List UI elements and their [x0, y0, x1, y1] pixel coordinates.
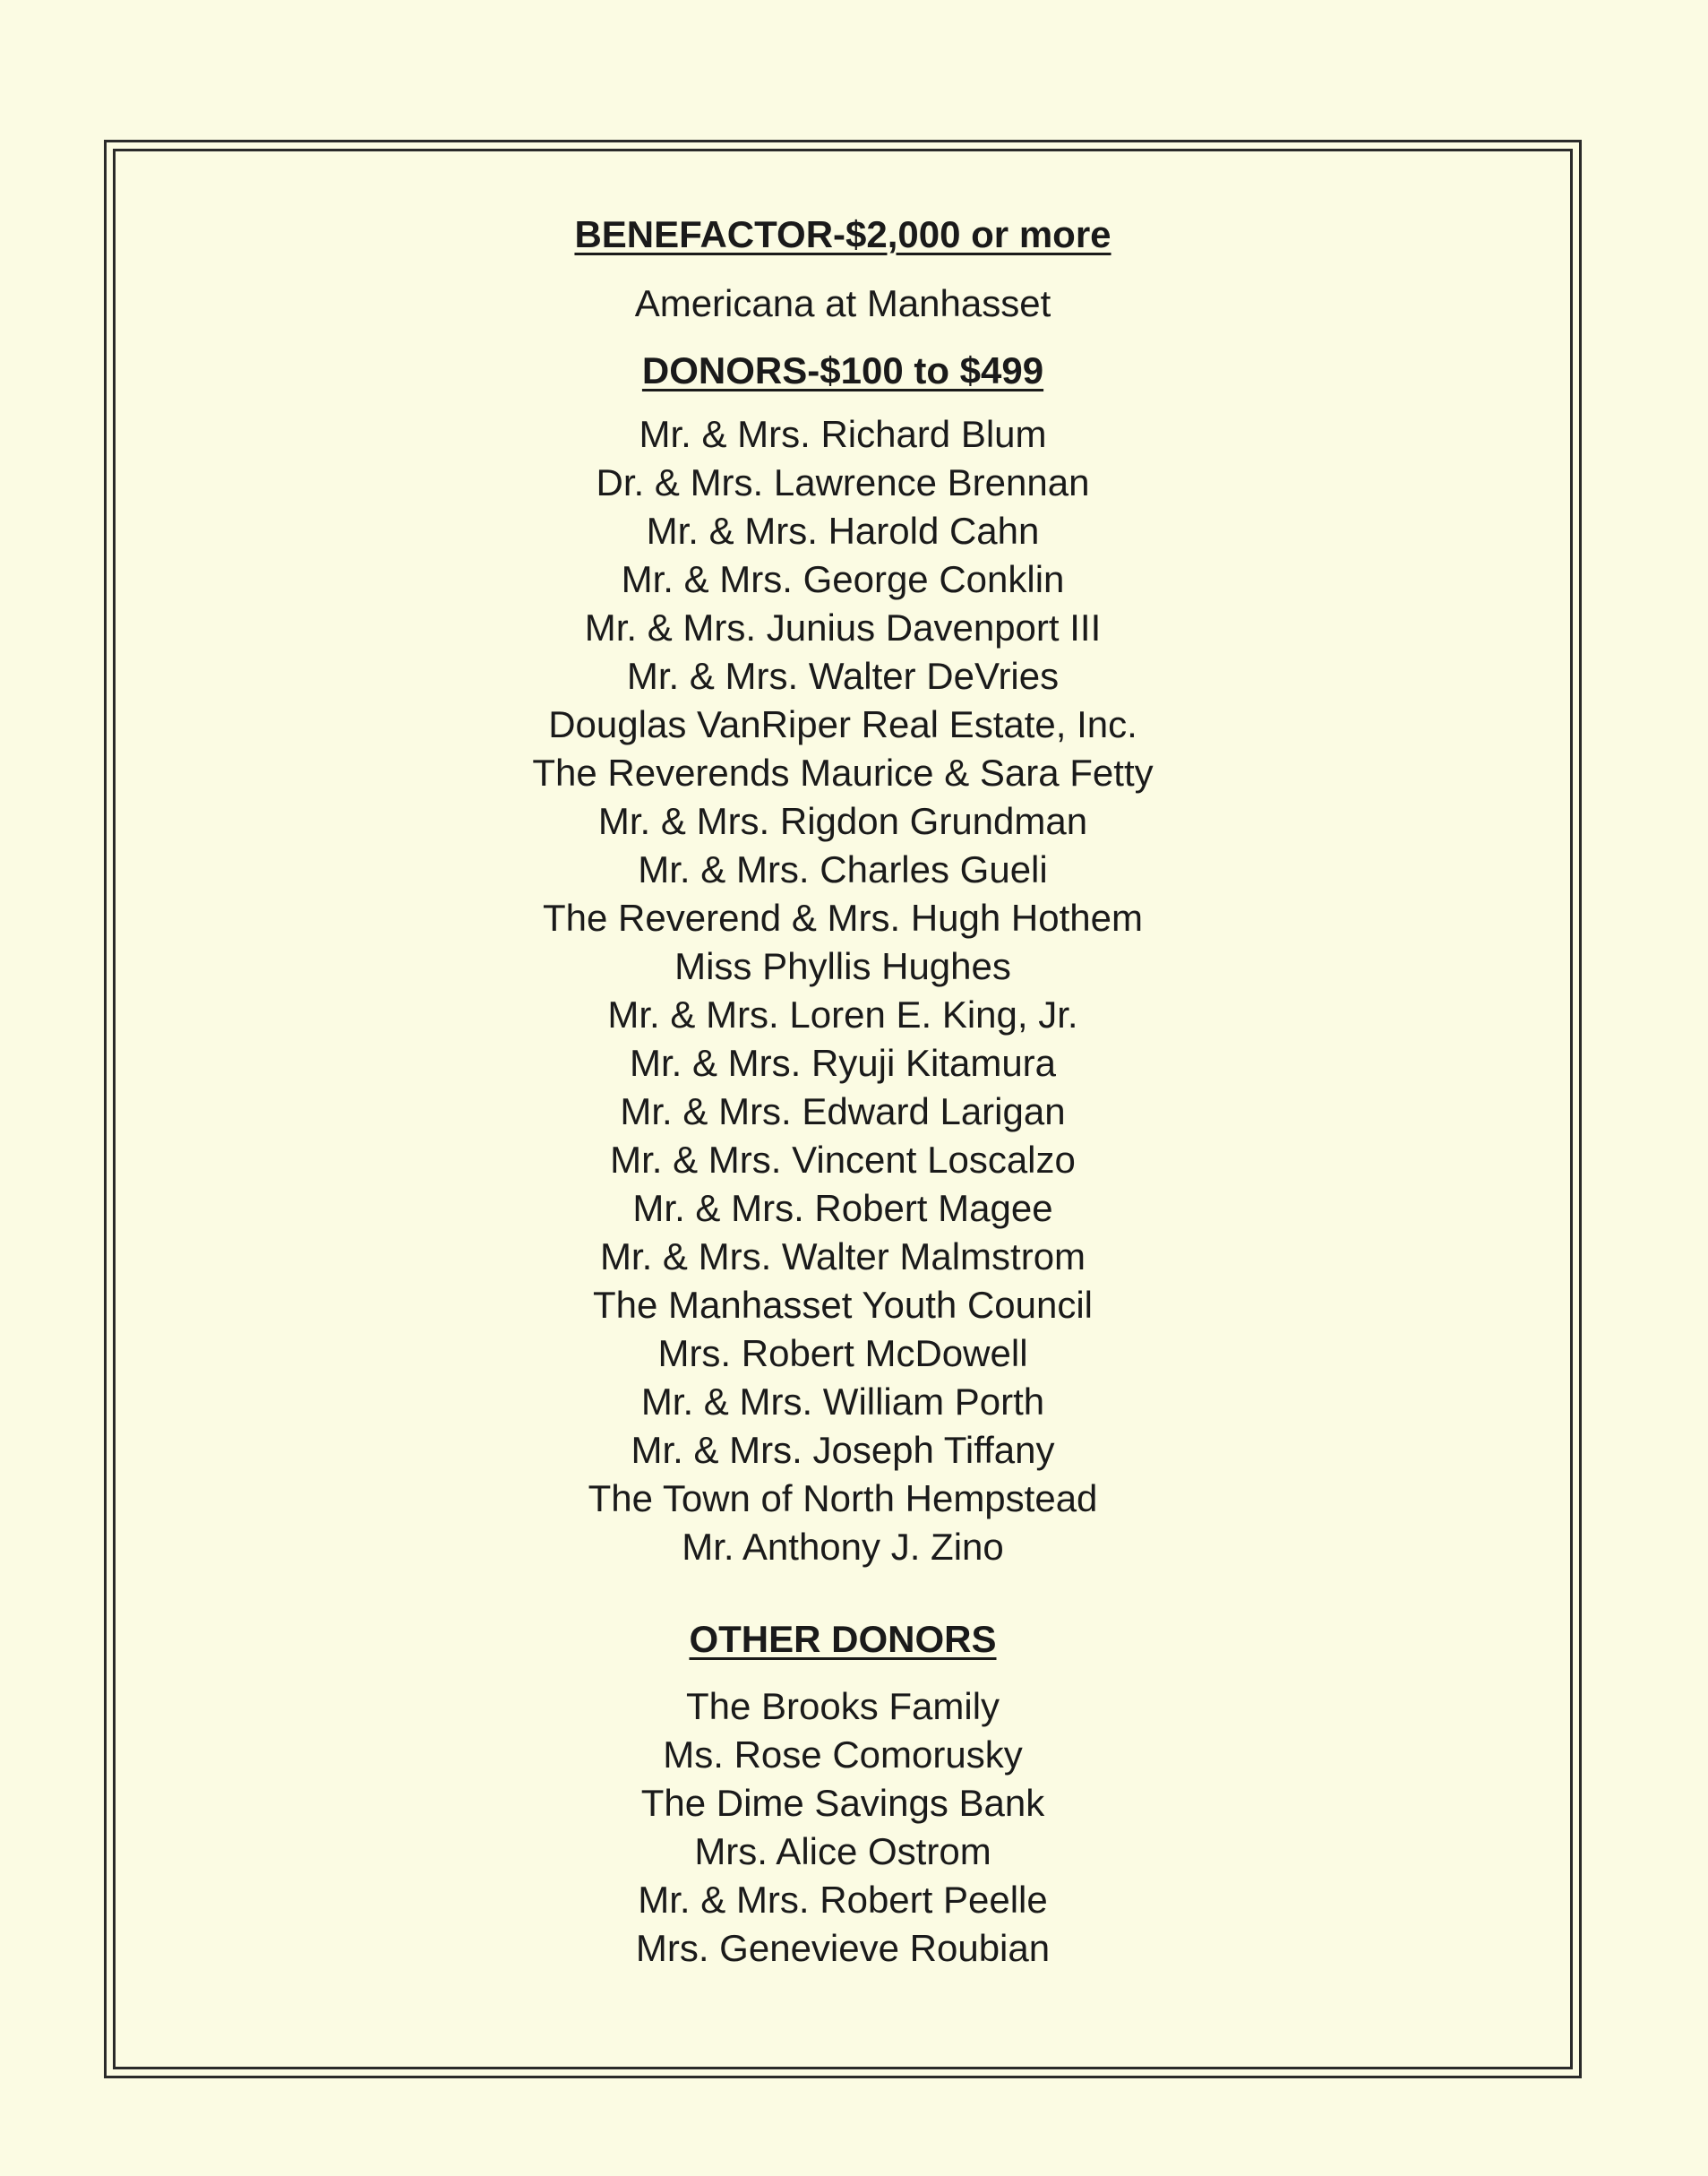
donor-list-page	[113, 149, 1573, 1973]
donor-entry: Douglas VanRiper Real Estate, Inc.	[548, 703, 1137, 745]
donor-entry: Mr. & Mrs. Walter DeVries	[626, 655, 1060, 697]
donor-entry: Mr. & Mrs. Walter Malmstrom	[599, 1235, 1086, 1277]
donor-entry: Mr. & Mrs. Loren E. King, Jr.	[607, 993, 1078, 1036]
benefactor-heading: BENEFACTOR-$2,000 or more	[574, 213, 1111, 255]
donor-entry: The Manhasset Youth Council	[592, 1284, 1094, 1326]
other-donor-entry: Mrs. Alice Ostrom	[694, 1830, 991, 1872]
donor-entry: The Reverends Maurice & Sara Fetty	[532, 752, 1154, 794]
donor-entry: Mr. & Mrs. George Conklin	[621, 558, 1065, 600]
other-donor-entry: Mrs. Genevieve Roubian	[635, 1927, 1051, 1969]
donor-entry: The Reverend & Mrs. Hugh Hothem	[543, 897, 1143, 939]
donor-entry: Mr. & Mrs. Harold Cahn	[646, 510, 1040, 552]
donor-entry: Dr. & Mrs. Lawrence Brennan	[596, 461, 1090, 503]
donor-entry: Mrs. Robert McDowell	[657, 1332, 1028, 1374]
benefactor-entry: Americana at Manhasset	[634, 282, 1051, 324]
other-donor-entry: The Brooks Family	[685, 1685, 1000, 1727]
donor-entry: Mr. & Mrs. William Porth	[640, 1380, 1045, 1423]
donor-entry: The Town of North Hempstead	[588, 1477, 1098, 1519]
donor-entry: Miss Phyllis Hughes	[674, 945, 1011, 987]
benefactor-list	[113, 280, 1573, 328]
donor-entry: Mr. & Mrs. Joseph Tiffany	[631, 1429, 1055, 1471]
donor-entry: Mr. & Mrs. Vincent Loscalzo	[610, 1139, 1076, 1181]
donors-list	[113, 410, 1573, 1571]
donor-entry: Mr. & Mrs. Ryuji Kitamura	[629, 1042, 1057, 1084]
donor-entry: Mr. & Mrs. Rigdon Grundman	[597, 800, 1088, 842]
other-donors-list	[113, 1682, 1573, 1973]
other-donor-entry: Ms. Rose Comorusky	[663, 1733, 1023, 1776]
donor-entry: Mr. & Mrs. Junius Davenport III	[584, 606, 1102, 649]
donor-entry: Mr. & Mrs. Edward Larigan	[620, 1090, 1066, 1132]
other-donor-entry: The Dime Savings Bank	[640, 1782, 1045, 1824]
donor-entry: Mr. & Mrs. Richard Blum	[639, 413, 1047, 455]
donor-entry: Mr. & Mrs. Charles Gueli	[638, 848, 1048, 890]
other-donors-heading: OTHER DONORS	[689, 1618, 997, 1660]
donor-entry: Mr. Anthony J. Zino	[682, 1526, 1004, 1568]
donor-entry: Mr. & Mrs. Robert Magee	[632, 1187, 1053, 1229]
other-donor-entry: Mr. & Mrs. Robert Peelle	[638, 1879, 1048, 1921]
donors-heading: DONORS-$100 to $499	[641, 349, 1044, 391]
